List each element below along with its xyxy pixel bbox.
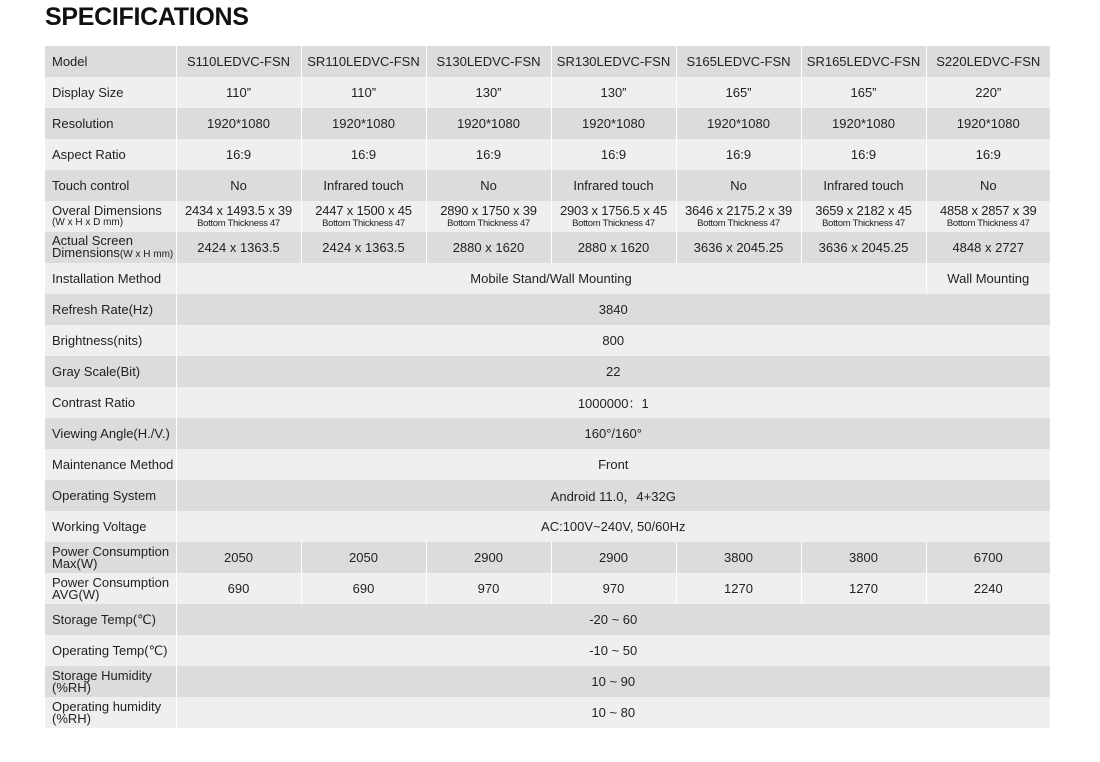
value-cell: 4848 x 2727 xyxy=(926,232,1050,263)
model-cell: S130LEDVC-FSN xyxy=(426,46,551,77)
value-cell: 130” xyxy=(426,77,551,108)
value-cell: 130” xyxy=(551,77,676,108)
value-cell: 1270 xyxy=(801,573,926,604)
value-cell xyxy=(926,201,1050,232)
model-cell: S220LEDVC-FSN xyxy=(926,46,1050,77)
row-contrast xyxy=(45,387,1050,418)
value-cell: 2424 x 1363.5 xyxy=(176,232,301,263)
value-cell: 2424 x 1363.5 xyxy=(301,232,426,263)
row-label-main: Operating humidity xyxy=(52,698,162,714)
value-cell: Infrared touch xyxy=(801,170,926,201)
value-cell: 1920*1080 xyxy=(176,108,301,139)
dimension-value: 3659 x 2182 x 45 xyxy=(815,203,912,218)
value-cell: 3636 x 2045.25 xyxy=(801,232,926,263)
row-label: Refresh Rate(Hz) xyxy=(45,294,176,325)
row-working-voltage xyxy=(45,511,1050,542)
row-operating-system xyxy=(45,480,1050,511)
value-cell: 3636 x 2045.25 xyxy=(676,232,801,263)
dimension-value: 2903 x 1756.5 x 45 xyxy=(560,203,667,218)
dimension-value: 2890 x 1750 x 39 xyxy=(440,203,537,218)
row-label xyxy=(45,201,176,232)
row-label-sub: (W x H x D mm) xyxy=(52,216,124,228)
value-cell: 165” xyxy=(676,77,801,108)
value-cell: 6700 xyxy=(926,542,1050,573)
row-display-size xyxy=(45,77,1050,108)
value-cell: 16:9 xyxy=(676,139,801,170)
value-cell: 2240 xyxy=(926,573,1050,604)
value-cell: No xyxy=(676,170,801,201)
value-cell: Front xyxy=(176,449,1050,480)
row-label-sub: Dimensions xyxy=(52,244,120,260)
value-cell: 690 xyxy=(176,573,301,604)
row-label: Working Voltage xyxy=(45,511,176,542)
model-cell: SR165LEDVC-FSN xyxy=(801,46,926,77)
value-cell: 16:9 xyxy=(801,139,926,170)
thickness-note: Bottom Thickness 47 xyxy=(322,218,405,229)
value-cell: 1920*1080 xyxy=(926,108,1050,139)
row-power-avg xyxy=(45,573,1050,604)
value-cell: 160°/160° xyxy=(176,418,1050,449)
row-operating-temp xyxy=(45,635,1050,666)
value-cell: 1920*1080 xyxy=(801,108,926,139)
thickness-note: Bottom Thickness 47 xyxy=(946,218,1030,229)
row-touch-control xyxy=(45,170,1050,201)
value-cell: 110” xyxy=(301,77,426,108)
value-cell: 2900 xyxy=(426,542,551,573)
value-cell: 16:9 xyxy=(426,139,551,170)
value-cell: 1000000：1 xyxy=(176,387,1050,418)
row-label: Model xyxy=(45,46,176,77)
row-label: Gray Scale(Bit) xyxy=(45,356,176,387)
value-cell: 1270 xyxy=(676,573,801,604)
value-cell: 110” xyxy=(176,77,301,108)
thickness-note: Bottom Thickness 47 xyxy=(697,218,780,229)
row-label: Resolution xyxy=(45,108,176,139)
row-overall-dimensions xyxy=(45,201,1050,232)
value-cell: 3840 xyxy=(176,294,1050,325)
value-cell xyxy=(176,201,301,232)
row-label: Aspect Ratio xyxy=(45,139,176,170)
value-cell: 16:9 xyxy=(301,139,426,170)
specifications-table xyxy=(45,46,1050,728)
dimension-value: 3646 x 2175.2 x 39 xyxy=(685,203,792,218)
row-label: Operating System xyxy=(45,480,176,511)
row-storage-temp xyxy=(45,604,1050,635)
row-label: Installation Method xyxy=(45,263,176,294)
value-cell: 1920*1080 xyxy=(551,108,676,139)
row-aspect-ratio xyxy=(45,139,1050,170)
row-label-main: Power Consumption xyxy=(52,543,170,559)
row-label xyxy=(45,697,176,728)
value-cell: 165” xyxy=(801,77,926,108)
row-storage-humidity xyxy=(45,666,1050,697)
value-cell: Infrared touch xyxy=(301,170,426,201)
row-label: Viewing Angle(H./V.) xyxy=(45,418,176,449)
row-label: Operating Temp(℃) xyxy=(45,635,176,666)
value-cell xyxy=(426,201,551,232)
value-cell xyxy=(551,201,676,232)
value-cell: 3800 xyxy=(801,542,926,573)
row-label: Maintenance Method xyxy=(45,449,176,480)
value-cell: 10 ~ 80 xyxy=(176,697,1050,728)
row-power-max xyxy=(45,542,1050,573)
value-cell: No xyxy=(176,170,301,201)
row-refresh-rate xyxy=(45,294,1050,325)
value-cell: Mobile Stand/Wall Mounting xyxy=(176,263,926,294)
model-cell: SR110LEDVC-FSN xyxy=(301,46,426,77)
value-cell: 2880 x 1620 xyxy=(551,232,676,263)
value-cell: 2050 xyxy=(176,542,301,573)
value-cell: 1920*1080 xyxy=(426,108,551,139)
value-cell: Infrared touch xyxy=(551,170,676,201)
row-model xyxy=(45,46,1050,77)
value-cell: 16:9 xyxy=(551,139,676,170)
row-brightness xyxy=(45,325,1050,356)
row-label xyxy=(45,573,176,604)
row-label-main: Actual Screen xyxy=(52,232,133,248)
value-cell: 16:9 xyxy=(926,139,1050,170)
row-label-sub: (%RH) xyxy=(52,710,91,726)
value-cell xyxy=(801,201,926,232)
value-cell xyxy=(676,201,801,232)
value-cell: -10 ~ 50 xyxy=(176,635,1050,666)
value-cell: 690 xyxy=(301,573,426,604)
row-label-main: Power Consumption xyxy=(52,574,170,590)
row-installation xyxy=(45,263,1050,294)
value-cell: 970 xyxy=(426,573,551,604)
row-label-main: Overal Dimensions xyxy=(52,202,162,218)
value-cell: 2900 xyxy=(551,542,676,573)
model-cell: S165LEDVC-FSN xyxy=(676,46,801,77)
value-cell: 800 xyxy=(176,325,1050,356)
value-cell: 2880 x 1620 xyxy=(426,232,551,263)
row-label xyxy=(45,232,176,263)
row-resolution xyxy=(45,108,1050,139)
value-cell: No xyxy=(926,170,1050,201)
row-label: Contrast Ratio xyxy=(45,387,176,418)
value-cell xyxy=(301,201,426,232)
row-maintenance xyxy=(45,449,1050,480)
value-cell: 970 xyxy=(551,573,676,604)
value-cell: Android 11.0，4+32G xyxy=(176,480,1050,511)
model-cell: SR130LEDVC-FSN xyxy=(551,46,676,77)
value-cell: Wall Mounting xyxy=(926,263,1050,294)
value-cell: 22 xyxy=(176,356,1050,387)
row-gray-scale xyxy=(45,356,1050,387)
row-label xyxy=(45,542,176,573)
value-cell: 1920*1080 xyxy=(676,108,801,139)
row-label: Display Size xyxy=(45,77,176,108)
row-label-main: Storage Humidity xyxy=(52,667,152,683)
thickness-note: Bottom Thickness 47 xyxy=(447,218,530,229)
value-cell: No xyxy=(426,170,551,201)
row-label-sub: AVG(W) xyxy=(52,586,100,602)
row-label: Storage Temp(℃) xyxy=(45,604,176,635)
value-cell: -20 ~ 60 xyxy=(176,604,1050,635)
row-viewing-angle xyxy=(45,418,1050,449)
row-label-unit: (W x H mm) xyxy=(119,248,174,260)
thickness-note: Bottom Thickness 47 xyxy=(822,218,905,229)
thickness-note: Bottom Thickness 47 xyxy=(197,218,280,229)
dimension-value: 2447 x 1500 x 45 xyxy=(315,203,412,218)
model-cell: S110LEDVC-FSN xyxy=(176,46,301,77)
value-cell: 16:9 xyxy=(176,139,301,170)
dimension-value: 4858 x 2857 x 39 xyxy=(939,203,1037,218)
value-cell: 1920*1080 xyxy=(301,108,426,139)
row-label-sub: Max(W) xyxy=(52,555,98,571)
value-cell: 220” xyxy=(926,77,1050,108)
value-cell: AC:100V~240V, 50/60Hz xyxy=(176,511,1050,542)
row-label: Brightness(nits) xyxy=(45,325,176,356)
row-screen-dimensions xyxy=(45,232,1050,263)
row-operating-humidity xyxy=(45,697,1050,728)
dimension-value: 2434 x 1493.5 x 39 xyxy=(185,203,292,218)
row-label-sub: (%RH) xyxy=(52,679,91,695)
page-title: SPECIFICATIONS xyxy=(45,3,249,31)
value-cell: 2050 xyxy=(301,542,426,573)
row-label xyxy=(45,666,176,697)
row-label: Touch control xyxy=(45,170,176,201)
value-cell: 3800 xyxy=(676,542,801,573)
value-cell: 10 ~ 90 xyxy=(176,666,1050,697)
thickness-note: Bottom Thickness 47 xyxy=(572,218,655,229)
